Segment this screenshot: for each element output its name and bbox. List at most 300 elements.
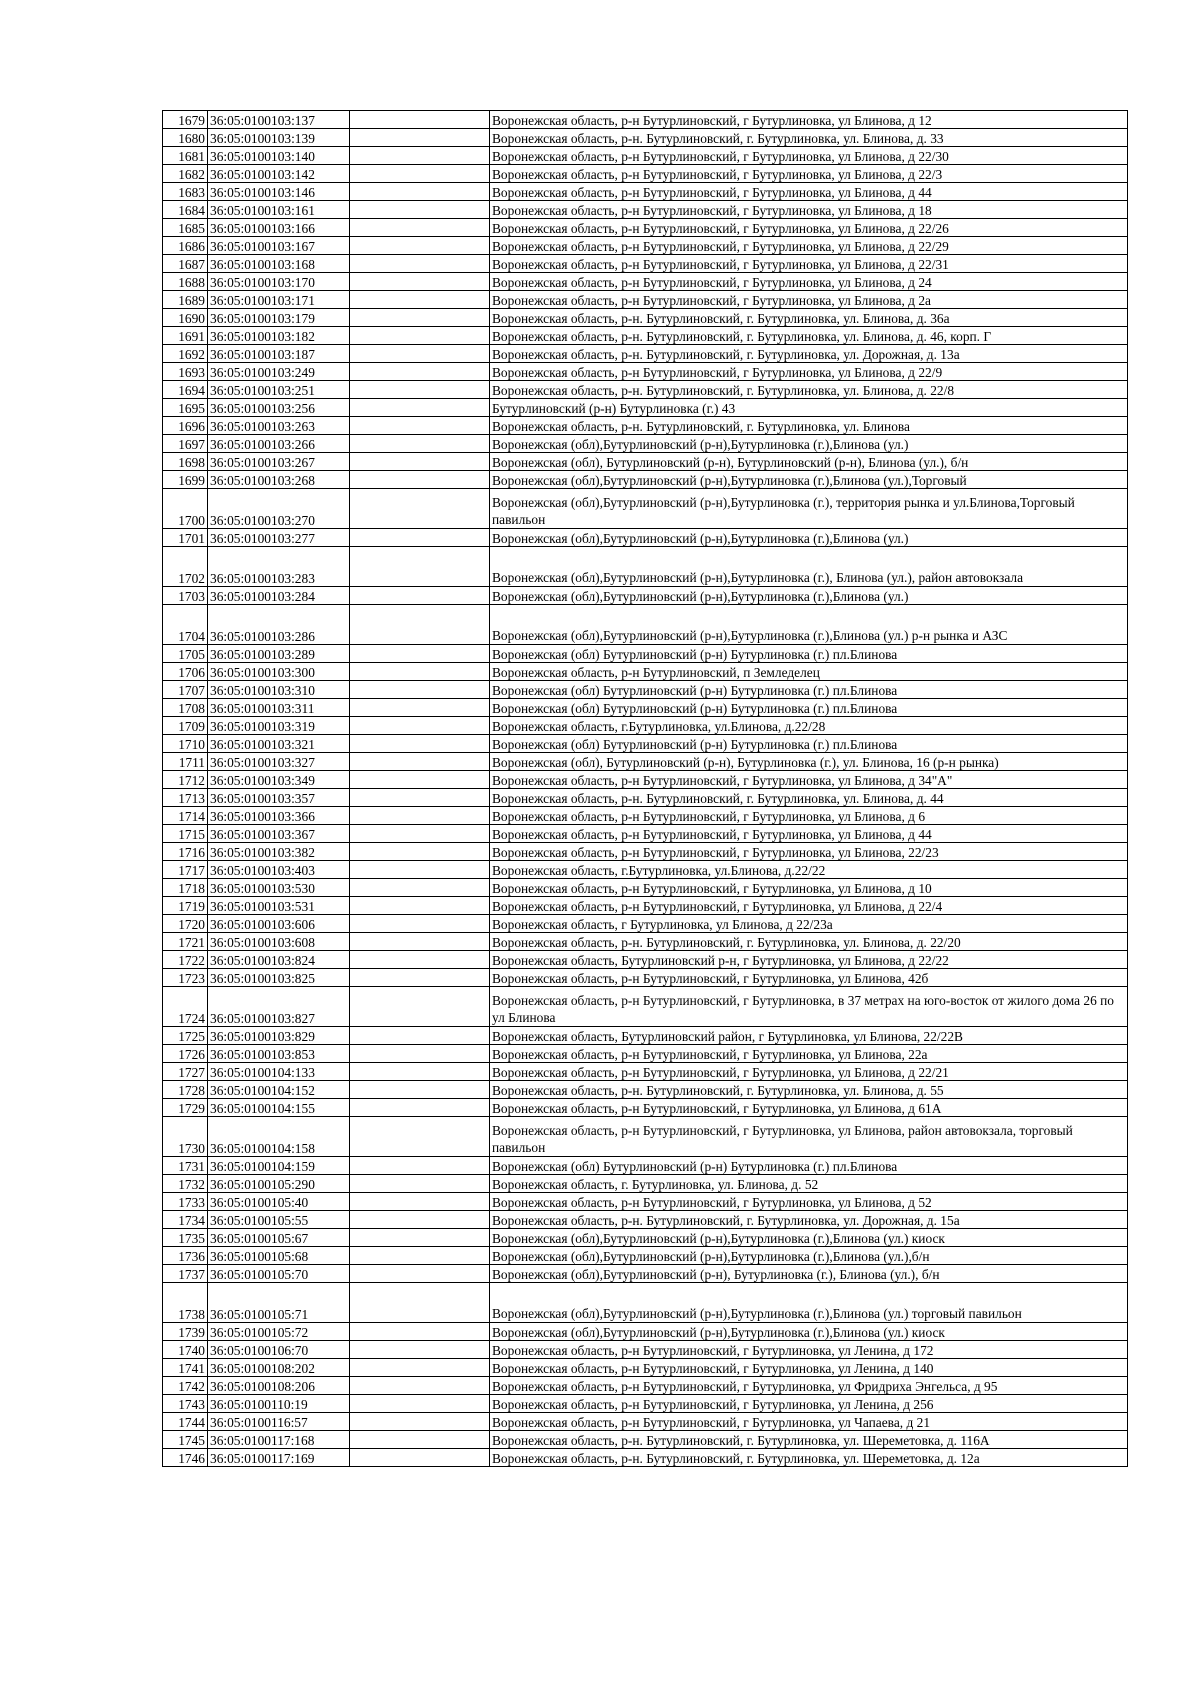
cadastral-number: 36:05:0100103:357 bbox=[208, 789, 350, 807]
empty-cell bbox=[350, 453, 490, 471]
empty-cell bbox=[350, 879, 490, 897]
table-row bbox=[163, 1341, 1128, 1359]
cadastral-number: 36:05:0100103:286 bbox=[208, 605, 350, 645]
empty-cell bbox=[350, 843, 490, 861]
row-number: 1739 bbox=[163, 1323, 208, 1341]
address: Воронежская область, р-н Бутурлиновский, г Бутурлиновка, ул Блинова, д 22/31 bbox=[490, 255, 1128, 273]
empty-cell bbox=[350, 1117, 490, 1157]
table-row bbox=[163, 435, 1128, 453]
address: Воронежская область, р-н Бутурлиновский, г Бутурлиновка, ул Блинова, д 22/21 bbox=[490, 1063, 1128, 1081]
table-row bbox=[163, 587, 1128, 605]
empty-cell bbox=[350, 1323, 490, 1341]
table-row bbox=[163, 1229, 1128, 1247]
row-number: 1713 bbox=[163, 789, 208, 807]
cadastral-number: 36:05:0100103:311 bbox=[208, 699, 350, 717]
cadastral-number: 36:05:0100105:40 bbox=[208, 1193, 350, 1211]
empty-cell bbox=[350, 1175, 490, 1193]
empty-cell bbox=[350, 345, 490, 363]
empty-cell bbox=[350, 735, 490, 753]
row-number: 1699 bbox=[163, 471, 208, 489]
row-number: 1705 bbox=[163, 645, 208, 663]
address: Воронежская область, р-н. Бутурлиновский, г. Бутурлиновка, ул. Блинова, д. 44 bbox=[490, 789, 1128, 807]
table-row bbox=[163, 987, 1128, 1027]
cadastral-number: 36:05:0100105:55 bbox=[208, 1211, 350, 1229]
cadastral-number: 36:05:0100103:310 bbox=[208, 681, 350, 699]
empty-cell bbox=[350, 1193, 490, 1211]
cadastral-number: 36:05:0100103:327 bbox=[208, 753, 350, 771]
address: Воронежская (обл),Бутурлиновский (р-н),Бутурлиновка (г.),Блинова (ул.) торговый павильон bbox=[490, 1283, 1128, 1323]
cadastral-number: 36:05:0100108:206 bbox=[208, 1377, 350, 1395]
address: Бутурлиновский (р-н) Бутурлиновка (г.) 43 bbox=[490, 399, 1128, 417]
empty-cell bbox=[350, 1283, 490, 1323]
table-row bbox=[163, 327, 1128, 345]
address: Воронежская область, р-н Бутурлиновский, г Бутурлиновка, ул Фридриха Энгельса, д 95 bbox=[490, 1377, 1128, 1395]
cadastral-number: 36:05:0100103:187 bbox=[208, 345, 350, 363]
registry-rows bbox=[163, 111, 1128, 1467]
address: Воронежская область, р-н Бутурлиновский, г Бутурлиновка, в 37 метрах на юго-восток от жилого дома 26 по ул Блинова bbox=[490, 987, 1128, 1027]
row-number: 1741 bbox=[163, 1359, 208, 1377]
address: Воронежская область, р-н Бутурлиновский, г Бутурлиновка, ул Блинова, д 22/29 bbox=[490, 237, 1128, 255]
row-number: 1738 bbox=[163, 1283, 208, 1323]
cadastral-number: 36:05:0100103:824 bbox=[208, 951, 350, 969]
cadastral-number: 36:05:0100104:155 bbox=[208, 1099, 350, 1117]
address: Воронежская область, р-н. Бутурлиновский, г. Бутурлиновка, ул. Блинова, д. 22/8 bbox=[490, 381, 1128, 399]
empty-cell bbox=[350, 381, 490, 399]
cadastral-number: 36:05:0100103:530 bbox=[208, 879, 350, 897]
table-row bbox=[163, 147, 1128, 165]
address: Воронежская область, р-н. Бутурлиновский, г. Бутурлиновка, ул. Блинова, д. 46, корп. Г bbox=[490, 327, 1128, 345]
cadastral-number: 36:05:0100103:263 bbox=[208, 417, 350, 435]
empty-cell bbox=[350, 111, 490, 129]
row-number: 1723 bbox=[163, 969, 208, 987]
address: Воронежская (обл), Бутурлиновский (р-н), Бутурлиновский (р-н), Блинова (ул.), б/н bbox=[490, 453, 1128, 471]
address: Воронежская (обл),Бутурлиновский (р-н),Бутурлиновка (г.),Блинова (ул.) bbox=[490, 435, 1128, 453]
table-row bbox=[163, 201, 1128, 219]
empty-cell bbox=[350, 681, 490, 699]
cadastral-number: 36:05:0100105:72 bbox=[208, 1323, 350, 1341]
address: Воронежская область, г Бутурлиновка, ул Блинова, д 22/23а bbox=[490, 915, 1128, 933]
row-number: 1742 bbox=[163, 1377, 208, 1395]
empty-cell bbox=[350, 489, 490, 529]
row-number: 1721 bbox=[163, 933, 208, 951]
address: Воронежская (обл),Бутурлиновский (р-н),Бутурлиновка (г.),Блинова (ул.) киоск bbox=[490, 1229, 1128, 1247]
empty-cell bbox=[350, 201, 490, 219]
table-row bbox=[163, 1211, 1128, 1229]
address: Воронежская область, р-н Бутурлиновский, г Бутурлиновка, ул Блинова, 22а bbox=[490, 1045, 1128, 1063]
empty-cell bbox=[350, 987, 490, 1027]
address: Воронежская область, Бутурлиновский район, г Бутурлиновка, ул Блинова, 22/22В bbox=[490, 1027, 1128, 1045]
table-row bbox=[163, 489, 1128, 529]
table-row bbox=[163, 1377, 1128, 1395]
row-number: 1731 bbox=[163, 1157, 208, 1175]
table-row bbox=[163, 183, 1128, 201]
row-number: 1728 bbox=[163, 1081, 208, 1099]
address: Воронежская (обл),Бутурлиновский (р-н),Бутурлиновка (г.),Блинова (ул.) киоск bbox=[490, 1323, 1128, 1341]
cadastral-number: 36:05:0100105:290 bbox=[208, 1175, 350, 1193]
table-row bbox=[163, 111, 1128, 129]
empty-cell bbox=[350, 663, 490, 681]
cadastral-number: 36:05:0100103:321 bbox=[208, 735, 350, 753]
table-row bbox=[163, 1265, 1128, 1283]
table-row bbox=[163, 1045, 1128, 1063]
row-number: 1720 bbox=[163, 915, 208, 933]
empty-cell bbox=[350, 129, 490, 147]
cadastral-number: 36:05:0100103:161 bbox=[208, 201, 350, 219]
empty-cell bbox=[350, 1431, 490, 1449]
address: Воронежская область, г.Бутурлиновка, ул.Блинова, д.22/22 bbox=[490, 861, 1128, 879]
cadastral-number: 36:05:0100103:284 bbox=[208, 587, 350, 605]
cadastral-number: 36:05:0100103:289 bbox=[208, 645, 350, 663]
empty-cell bbox=[350, 825, 490, 843]
row-number: 1688 bbox=[163, 273, 208, 291]
cadastral-number: 36:05:0100103:267 bbox=[208, 453, 350, 471]
address: Воронежская область, р-н Бутурлиновский, г Бутурлиновка, ул Блинова, д 2а bbox=[490, 291, 1128, 309]
cadastral-number: 36:05:0100104:159 bbox=[208, 1157, 350, 1175]
address: Воронежская область, р-н Бутурлиновский, г Бутурлиновка, ул Блинова, д 61А bbox=[490, 1099, 1128, 1117]
address: Воронежская область, р-н Бутурлиновский, г Бутурлиновка, ул Блинова, район автовокзала, торговый павильон bbox=[490, 1117, 1128, 1157]
cadastral-number: 36:05:0100106:70 bbox=[208, 1341, 350, 1359]
row-number: 1704 bbox=[163, 605, 208, 645]
address: Воронежская область, р-н Бутурлиновский, г Бутурлиновка, ул Ленина, д 172 bbox=[490, 1341, 1128, 1359]
cadastral-number: 36:05:0100103:606 bbox=[208, 915, 350, 933]
cadastral-number: 36:05:0100103:251 bbox=[208, 381, 350, 399]
address: Воронежская (обл) Бутурлиновский (р-н) Бутурлиновка (г.) пл.Блинова bbox=[490, 681, 1128, 699]
empty-cell bbox=[350, 219, 490, 237]
empty-cell bbox=[350, 291, 490, 309]
table-row bbox=[163, 399, 1128, 417]
cadastral-number: 36:05:0100103:268 bbox=[208, 471, 350, 489]
cadastral-number: 36:05:0100103:829 bbox=[208, 1027, 350, 1045]
cadastral-number: 36:05:0100103:137 bbox=[208, 111, 350, 129]
row-number: 1727 bbox=[163, 1063, 208, 1081]
table-row bbox=[163, 1117, 1128, 1157]
cadastral-number: 36:05:0100116:57 bbox=[208, 1413, 350, 1431]
address: Воронежская область, р-н Бутурлиновский, г Бутурлиновка, ул Блинова, д 10 bbox=[490, 879, 1128, 897]
empty-cell bbox=[350, 1063, 490, 1081]
row-number: 1717 bbox=[163, 861, 208, 879]
row-number: 1708 bbox=[163, 699, 208, 717]
empty-cell bbox=[350, 1413, 490, 1431]
address: Воронежская (обл),Бутурлиновский (р-н),Бутурлиновка (г.),Блинова (ул.) bbox=[490, 529, 1128, 547]
row-number: 1746 bbox=[163, 1449, 208, 1467]
cadastral-number: 36:05:0100117:169 bbox=[208, 1449, 350, 1467]
empty-cell bbox=[350, 1359, 490, 1377]
address: Воронежская область, р-н Бутурлиновский, г Бутурлиновка, ул Блинова, д 52 bbox=[490, 1193, 1128, 1211]
empty-cell bbox=[350, 165, 490, 183]
table-row bbox=[163, 291, 1128, 309]
row-number: 1687 bbox=[163, 255, 208, 273]
address: Воронежская область, р-н Бутурлиновский, г Бутурлиновка, ул Блинова, д 6 bbox=[490, 807, 1128, 825]
table-row bbox=[163, 237, 1128, 255]
empty-cell bbox=[350, 699, 490, 717]
address: Воронежская область, р-н. Бутурлиновский, г. Бутурлиновка, ул. Дорожная, д. 13а bbox=[490, 345, 1128, 363]
table-row bbox=[163, 605, 1128, 645]
cadastral-number: 36:05:0100103:167 bbox=[208, 237, 350, 255]
cadastral-number: 36:05:0100103:825 bbox=[208, 969, 350, 987]
table-row bbox=[163, 825, 1128, 843]
row-number: 1710 bbox=[163, 735, 208, 753]
empty-cell bbox=[350, 471, 490, 489]
row-number: 1681 bbox=[163, 147, 208, 165]
address: Воронежская область, р-н. Бутурлиновский, г. Бутурлиновка, ул. Блинова bbox=[490, 417, 1128, 435]
empty-cell bbox=[350, 309, 490, 327]
table-row bbox=[163, 789, 1128, 807]
address: Воронежская (обл),Бутурлиновский (р-н),Бутурлиновка (г.), территория рынка и ул.Блинова,Торговый павильон bbox=[490, 489, 1128, 529]
row-number: 1693 bbox=[163, 363, 208, 381]
cadastral-number: 36:05:0100103:608 bbox=[208, 933, 350, 951]
row-number: 1706 bbox=[163, 663, 208, 681]
table-row bbox=[163, 309, 1128, 327]
empty-cell bbox=[350, 717, 490, 735]
address: Воронежская область, р-н Бутурлиновский, г Бутурлиновка, ул Блинова, д 22/3 bbox=[490, 165, 1128, 183]
table-row bbox=[163, 529, 1128, 547]
empty-cell bbox=[350, 807, 490, 825]
table-row bbox=[163, 129, 1128, 147]
table-row bbox=[163, 165, 1128, 183]
address: Воронежская область, р-н Бутурлиновский, г Бутурлиновка, ул Блинова, д 44 bbox=[490, 825, 1128, 843]
table-row bbox=[163, 381, 1128, 399]
table-row bbox=[163, 861, 1128, 879]
cadastral-number: 36:05:0100105:67 bbox=[208, 1229, 350, 1247]
address: Воронежская область, р-н. Бутурлиновский, г. Бутурлиновка, ул. Шереметовка, д. 116А bbox=[490, 1431, 1128, 1449]
row-number: 1730 bbox=[163, 1117, 208, 1157]
table-row bbox=[163, 915, 1128, 933]
empty-cell bbox=[350, 255, 490, 273]
row-number: 1724 bbox=[163, 987, 208, 1027]
empty-cell bbox=[350, 1247, 490, 1265]
row-number: 1685 bbox=[163, 219, 208, 237]
cadastral-number: 36:05:0100103:166 bbox=[208, 219, 350, 237]
empty-cell bbox=[350, 237, 490, 255]
empty-cell bbox=[350, 1045, 490, 1063]
cadastral-number: 36:05:0100103:827 bbox=[208, 987, 350, 1027]
cadastral-number: 36:05:0100105:71 bbox=[208, 1283, 350, 1323]
table-row bbox=[163, 1175, 1128, 1193]
empty-cell bbox=[350, 363, 490, 381]
address: Воронежская область, р-н Бутурлиновский, г Бутурлиновка, ул Блинова, д 22/26 bbox=[490, 219, 1128, 237]
empty-cell bbox=[350, 789, 490, 807]
row-number: 1683 bbox=[163, 183, 208, 201]
address: Воронежская (обл),Бутурлиновский (р-н),Бутурлиновка (г.),Блинова (ул.) bbox=[490, 587, 1128, 605]
table-row bbox=[163, 547, 1128, 587]
row-number: 1722 bbox=[163, 951, 208, 969]
table-row bbox=[163, 1157, 1128, 1175]
cadastral-registry-table bbox=[162, 110, 1128, 1467]
table-row bbox=[163, 1063, 1128, 1081]
address: Воронежская (обл) Бутурлиновский (р-н) Бутурлиновка (г.) пл.Блинова bbox=[490, 735, 1128, 753]
empty-cell bbox=[350, 933, 490, 951]
address: Воронежская область, Бутурлиновский р-н, г Бутурлиновка, ул Блинова, д 22/22 bbox=[490, 951, 1128, 969]
empty-cell bbox=[350, 951, 490, 969]
table-row bbox=[163, 717, 1128, 735]
address: Воронежская область, р-н Бутурлиновский, г Бутурлиновка, ул Ленина, д 256 bbox=[490, 1395, 1128, 1413]
empty-cell bbox=[350, 1157, 490, 1175]
row-number: 1682 bbox=[163, 165, 208, 183]
address: Воронежская область, р-н Бутурлиновский, г Бутурлиновка, ул Ленина, д 140 bbox=[490, 1359, 1128, 1377]
row-number: 1701 bbox=[163, 529, 208, 547]
cadastral-number: 36:05:0100103:249 bbox=[208, 363, 350, 381]
address: Воронежская область, р-н Бутурлиновский, г Бутурлиновка, ул Блинова, 22/23 bbox=[490, 843, 1128, 861]
table-row bbox=[163, 1283, 1128, 1323]
empty-cell bbox=[350, 1081, 490, 1099]
empty-cell bbox=[350, 1099, 490, 1117]
row-number: 1679 bbox=[163, 111, 208, 129]
row-number: 1691 bbox=[163, 327, 208, 345]
cadastral-number: 36:05:0100104:158 bbox=[208, 1117, 350, 1157]
empty-cell bbox=[350, 1341, 490, 1359]
empty-cell bbox=[350, 861, 490, 879]
row-number: 1732 bbox=[163, 1175, 208, 1193]
empty-cell bbox=[350, 547, 490, 587]
cadastral-number: 36:05:0100103:277 bbox=[208, 529, 350, 547]
table-row bbox=[163, 1099, 1128, 1117]
address: Воронежская область, р-н Бутурлиновский, г Бутурлиновка, ул Блинова, д 22/4 bbox=[490, 897, 1128, 915]
table-row bbox=[163, 1449, 1128, 1467]
row-number: 1703 bbox=[163, 587, 208, 605]
table-row bbox=[163, 897, 1128, 915]
cadastral-number: 36:05:0100103:179 bbox=[208, 309, 350, 327]
row-number: 1702 bbox=[163, 547, 208, 587]
empty-cell bbox=[350, 327, 490, 345]
table-row bbox=[163, 219, 1128, 237]
empty-cell bbox=[350, 1395, 490, 1413]
row-number: 1712 bbox=[163, 771, 208, 789]
address: Воронежская область, р-н. Бутурлиновский, г. Бутурлиновка, ул. Блинова, д. 22/20 bbox=[490, 933, 1128, 951]
address: Воронежская (обл) Бутурлиновский (р-н) Бутурлиновка (г.) пл.Блинова bbox=[490, 1157, 1128, 1175]
address: Воронежская (обл),Бутурлиновский (р-н),Бутурлиновка (г.), Блинова (ул.), район автовокзала bbox=[490, 547, 1128, 587]
empty-cell bbox=[350, 587, 490, 605]
row-number: 1716 bbox=[163, 843, 208, 861]
cadastral-number: 36:05:0100103:283 bbox=[208, 547, 350, 587]
address: Воронежская (обл),Бутурлиновский (р-н),Бутурлиновка (г.),Блинова (ул.) р-н рынка и АЗС bbox=[490, 605, 1128, 645]
table-row bbox=[163, 681, 1128, 699]
row-number: 1689 bbox=[163, 291, 208, 309]
empty-cell bbox=[350, 1265, 490, 1283]
cadastral-number: 36:05:0100117:168 bbox=[208, 1431, 350, 1449]
table-row bbox=[163, 471, 1128, 489]
empty-cell bbox=[350, 771, 490, 789]
row-number: 1692 bbox=[163, 345, 208, 363]
table-row bbox=[163, 1027, 1128, 1045]
table-row bbox=[163, 663, 1128, 681]
row-number: 1726 bbox=[163, 1045, 208, 1063]
cadastral-number: 36:05:0100103:139 bbox=[208, 129, 350, 147]
empty-cell bbox=[350, 417, 490, 435]
row-number: 1725 bbox=[163, 1027, 208, 1045]
row-number: 1729 bbox=[163, 1099, 208, 1117]
row-number: 1745 bbox=[163, 1431, 208, 1449]
address: Воронежская область, р-н. Бутурлиновский, г. Бутурлиновка, ул. Блинова, д. 36а bbox=[490, 309, 1128, 327]
table-row bbox=[163, 933, 1128, 951]
cadastral-number: 36:05:0100105:70 bbox=[208, 1265, 350, 1283]
row-number: 1743 bbox=[163, 1395, 208, 1413]
cadastral-number: 36:05:0100104:152 bbox=[208, 1081, 350, 1099]
cadastral-number: 36:05:0100103:531 bbox=[208, 897, 350, 915]
cadastral-number: 36:05:0100103:170 bbox=[208, 273, 350, 291]
row-number: 1714 bbox=[163, 807, 208, 825]
row-number: 1735 bbox=[163, 1229, 208, 1247]
row-number: 1718 bbox=[163, 879, 208, 897]
empty-cell bbox=[350, 435, 490, 453]
cadastral-number: 36:05:0100103:168 bbox=[208, 255, 350, 273]
address: Воронежская область, р-н. Бутурлиновский, г. Бутурлиновка, ул. Шереметовка, д. 12а bbox=[490, 1449, 1128, 1467]
cadastral-number: 36:05:0100103:270 bbox=[208, 489, 350, 529]
address: Воронежская область, р-н. Бутурлиновский, г. Бутурлиновка, ул. Блинова, д. 33 bbox=[490, 129, 1128, 147]
row-number: 1696 bbox=[163, 417, 208, 435]
table-row bbox=[163, 1193, 1128, 1211]
address: Воронежская область, р-н Бутурлиновский, г Бутурлиновка, ул Блинова, д 24 bbox=[490, 273, 1128, 291]
address: Воронежская область, р-н Бутурлиновский, г Бутурлиновка, ул Блинова, д 18 bbox=[490, 201, 1128, 219]
cadastral-number: 36:05:0100103:319 bbox=[208, 717, 350, 735]
cadastral-number: 36:05:0100103:853 bbox=[208, 1045, 350, 1063]
row-number: 1734 bbox=[163, 1211, 208, 1229]
address: Воронежская область, р-н. Бутурлиновский, г. Бутурлиновка, ул. Дорожная, д. 15а bbox=[490, 1211, 1128, 1229]
address: Воронежская область, р-н Бутурлиновский, г Бутурлиновка, ул Блинова, д 22/30 bbox=[490, 147, 1128, 165]
address: Воронежская (обл) Бутурлиновский (р-н) Бутурлиновка (г.) пл.Блинова bbox=[490, 699, 1128, 717]
table-row bbox=[163, 273, 1128, 291]
cadastral-number: 36:05:0100103:266 bbox=[208, 435, 350, 453]
table-row bbox=[163, 879, 1128, 897]
empty-cell bbox=[350, 1229, 490, 1247]
empty-cell bbox=[350, 969, 490, 987]
cadastral-number: 36:05:0100103:382 bbox=[208, 843, 350, 861]
table-row bbox=[163, 1431, 1128, 1449]
table-row bbox=[163, 969, 1128, 987]
row-number: 1684 bbox=[163, 201, 208, 219]
empty-cell bbox=[350, 183, 490, 201]
row-number: 1733 bbox=[163, 1193, 208, 1211]
table-row bbox=[163, 807, 1128, 825]
empty-cell bbox=[350, 645, 490, 663]
cadastral-number: 36:05:0100103:182 bbox=[208, 327, 350, 345]
row-number: 1709 bbox=[163, 717, 208, 735]
cadastral-number: 36:05:0100103:140 bbox=[208, 147, 350, 165]
row-number: 1744 bbox=[163, 1413, 208, 1431]
table-row bbox=[163, 1323, 1128, 1341]
row-number: 1740 bbox=[163, 1341, 208, 1359]
table-row bbox=[163, 1247, 1128, 1265]
cadastral-number: 36:05:0100103:142 bbox=[208, 165, 350, 183]
empty-cell bbox=[350, 273, 490, 291]
empty-cell bbox=[350, 1449, 490, 1467]
cadastral-number: 36:05:0100103:349 bbox=[208, 771, 350, 789]
row-number: 1719 bbox=[163, 897, 208, 915]
address: Воронежская область, г.Бутурлиновка, ул.Блинова, д.22/28 bbox=[490, 717, 1128, 735]
row-number: 1698 bbox=[163, 453, 208, 471]
empty-cell bbox=[350, 529, 490, 547]
table-row bbox=[163, 345, 1128, 363]
row-number: 1680 bbox=[163, 129, 208, 147]
table-row bbox=[163, 1081, 1128, 1099]
table-row bbox=[163, 753, 1128, 771]
empty-cell bbox=[350, 399, 490, 417]
cadastral-number: 36:05:0100110:19 bbox=[208, 1395, 350, 1413]
table-row bbox=[163, 255, 1128, 273]
row-number: 1711 bbox=[163, 753, 208, 771]
cadastral-number: 36:05:0100104:133 bbox=[208, 1063, 350, 1081]
empty-cell bbox=[350, 915, 490, 933]
table-row bbox=[163, 453, 1128, 471]
table-row bbox=[163, 1413, 1128, 1431]
cadastral-number: 36:05:0100103:367 bbox=[208, 825, 350, 843]
address: Воронежская (обл), Бутурлиновский (р-н), Бутурлиновка (г.), ул. Блинова, 16 (р-н рынка) bbox=[490, 753, 1128, 771]
cadastral-number: 36:05:0100103:366 bbox=[208, 807, 350, 825]
address: Воронежская область, р-н Бутурлиновский, г Бутурлиновка, ул Блинова, д 12 bbox=[490, 111, 1128, 129]
table-row bbox=[163, 1395, 1128, 1413]
table-row bbox=[163, 951, 1128, 969]
address: Воронежская область, р-н Бутурлиновский, г Бутурлиновка, ул Блинова, д 22/9 bbox=[490, 363, 1128, 381]
address: Воронежская (обл) Бутурлиновский (р-н) Бутурлиновка (г.) пл.Блинова bbox=[490, 645, 1128, 663]
